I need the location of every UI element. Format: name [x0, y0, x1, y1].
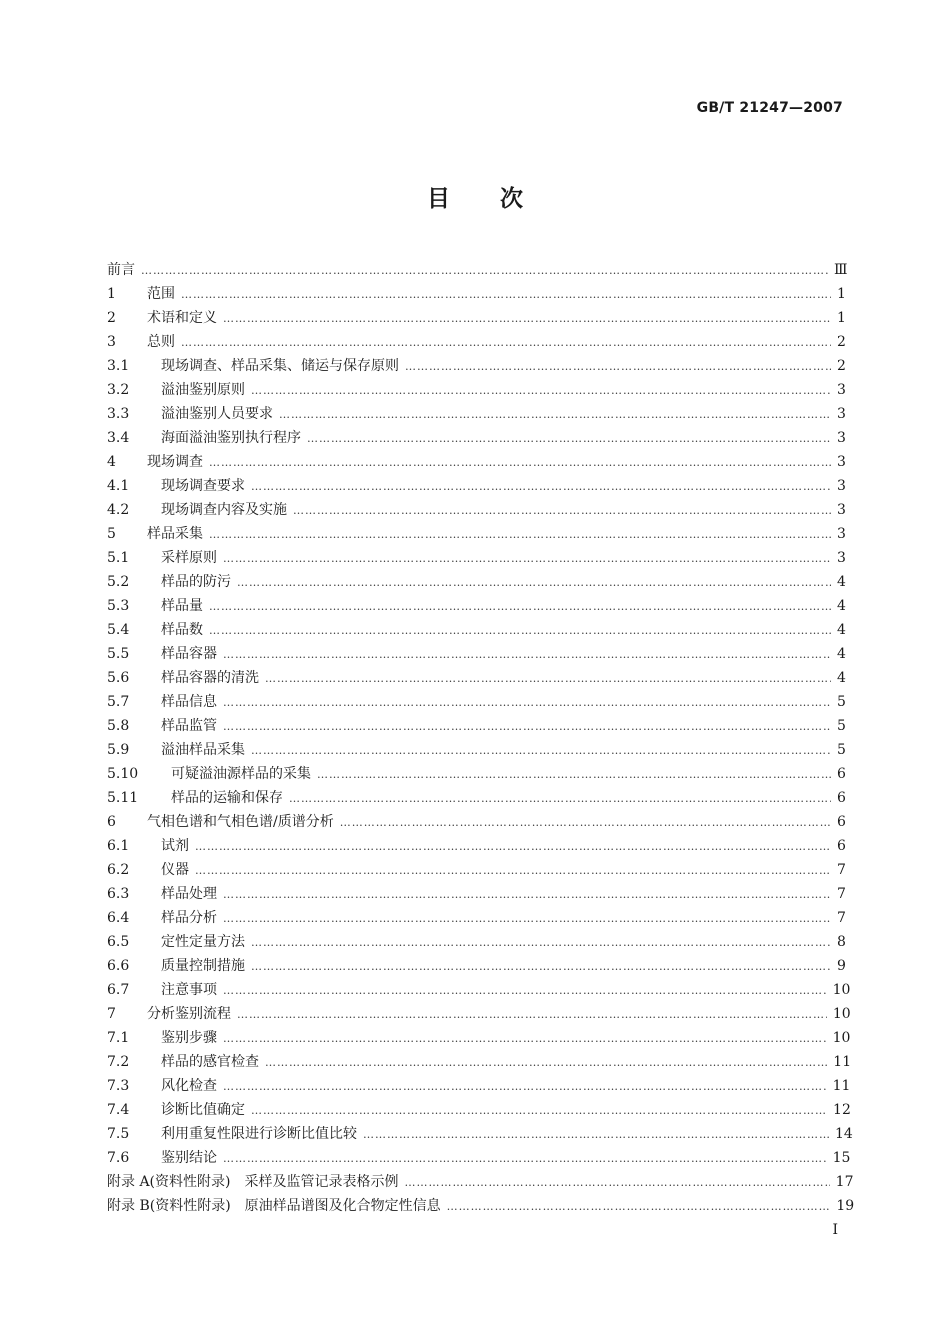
dot-leader [251, 955, 831, 979]
toc-entry-label [107, 522, 203, 546]
toc-entry-number: 5.6 [107, 670, 130, 686]
dot-leader [251, 379, 831, 403]
toc-entry-label [107, 354, 399, 378]
toc-entry-text: 样品的防污 [161, 574, 231, 590]
toc-entry-text: 鉴别结论 [161, 1150, 217, 1166]
toc-entry-label [107, 1194, 441, 1218]
toc-entry-page: 17 [835, 1174, 854, 1190]
toc-entry-page: 4 [837, 598, 846, 614]
toc-entry-text: 样品信息 [161, 694, 217, 710]
toc-entry-page: 3 [837, 382, 846, 398]
toc-entry-number: 5.5 [107, 646, 130, 662]
toc-entry[interactable] [107, 978, 851, 1002]
toc-entry-page: 7 [837, 886, 846, 902]
toc-entry-text: 样品处理 [161, 886, 217, 902]
dot-leader [223, 1147, 827, 1171]
toc-entry[interactable] [107, 426, 846, 450]
toc-entry-text: 气相色谱和气相色谱/质谱分析 [147, 814, 334, 830]
toc-entry-page: 4 [837, 670, 846, 686]
dot-leader [317, 763, 831, 787]
toc-entry-page: 15 [832, 1150, 851, 1166]
toc-entry-text: 海面溢油鉴别执行程序 [161, 430, 301, 446]
toc-entry-text: 样品的感官检查 [161, 1054, 259, 1070]
toc-entry-text: 现场调查、样品采集、储运与保存原则 [161, 358, 399, 374]
toc-entry-label [107, 594, 203, 618]
toc-entry-number: 3.3 [107, 406, 130, 422]
toc-entry[interactable] [107, 762, 846, 786]
dot-leader [251, 1099, 827, 1123]
toc-entry-label [107, 378, 245, 402]
toc-entry-label [107, 1074, 217, 1098]
toc-entry-number: 7 [107, 1006, 116, 1022]
toc-entry-page: 10 [832, 982, 851, 998]
toc-entry-text: 样品容器 [161, 646, 217, 662]
dot-leader [289, 787, 831, 811]
dot-leader [404, 1171, 829, 1195]
title-char-1: 目 [427, 186, 450, 212]
dot-leader [209, 451, 831, 475]
toc-entry-label [107, 1026, 217, 1050]
toc-entry-page: 3 [837, 478, 846, 494]
toc-entry-number: 7.6 [107, 1150, 130, 1166]
toc-entry-text: 诊断比值确定 [161, 1102, 245, 1118]
toc-entry-page: 2 [837, 334, 846, 350]
toc-entry-label [107, 882, 217, 906]
toc-entry-label [107, 618, 203, 642]
toc-entry[interactable] [107, 378, 846, 402]
toc-entry-page: 4 [837, 646, 846, 662]
toc-entry[interactable] [107, 1170, 854, 1194]
dot-leader [141, 259, 828, 283]
toc-entry-label [107, 690, 217, 714]
dot-leader [363, 1123, 829, 1147]
toc-entry-text: 样品分析 [161, 910, 217, 926]
toc-entry-text: 定性定量方法 [161, 934, 245, 950]
toc-entry-label [107, 642, 217, 666]
toc-entry-label [107, 906, 217, 930]
toc-entry-number: 4.1 [107, 478, 130, 494]
toc-entry-text: 仪器 [161, 862, 189, 878]
toc-entry-page: 1 [837, 286, 846, 302]
toc-entry-page: 7 [837, 910, 846, 926]
toc-entry[interactable] [107, 282, 846, 306]
dot-leader [251, 739, 831, 763]
toc-entry[interactable] [107, 714, 846, 738]
toc-entry-page: 9 [837, 958, 846, 974]
toc-entry-page: 5 [837, 694, 846, 710]
toc-entry-number: 1 [107, 286, 116, 302]
toc-entry-number: 6.3 [107, 886, 130, 902]
toc-entry-label [107, 1050, 259, 1074]
toc-entry-text: 原油样品谱图及化合物定性信息 [244, 1198, 441, 1214]
toc-entry-number: 6.6 [107, 958, 130, 974]
toc-entry[interactable] [107, 330, 846, 354]
toc-entry-number: 5.10 [107, 766, 139, 782]
toc-entry-text: 采样及监管记录表格示例 [244, 1174, 399, 1190]
toc-entry-text: 现场调查 [147, 454, 203, 470]
toc-entry[interactable] [107, 258, 848, 282]
dot-leader [405, 355, 831, 379]
toc-entry-text: 现场调查要求 [161, 478, 245, 494]
toc-entry-label [107, 834, 189, 858]
dot-leader [237, 1003, 827, 1027]
toc-entry-label [107, 546, 217, 570]
dot-leader [279, 403, 831, 427]
toc-entry-number: 2 [107, 310, 116, 326]
toc-entry-number: 7.3 [107, 1078, 130, 1094]
toc-entry-label [107, 258, 135, 282]
toc-entry-label [107, 282, 175, 306]
toc-entry-text: 样品监管 [161, 718, 217, 734]
dot-leader [265, 1051, 827, 1075]
dot-leader [447, 1195, 831, 1219]
toc-entry[interactable] [107, 786, 846, 810]
dot-leader [251, 475, 831, 499]
toc-entry-page: 5 [837, 742, 846, 758]
toc-entry-number: 5.9 [107, 742, 130, 758]
toc-entry[interactable] [107, 570, 846, 594]
toc-entry-text: 范围 [147, 286, 175, 302]
toc-entry-label [107, 1170, 398, 1194]
toc-entry-text: 前言 [107, 262, 135, 278]
toc-entry[interactable] [107, 882, 846, 906]
toc-entry-label [107, 450, 203, 474]
toc-entry-page: 11 [833, 1054, 852, 1070]
toc-entry[interactable] [107, 522, 846, 546]
toc-entry-page: 10 [832, 1030, 851, 1046]
toc-entry-page: 4 [837, 622, 846, 638]
toc-entry-text: 样品量 [161, 598, 203, 614]
toc-entry[interactable] [107, 738, 846, 762]
dot-leader [209, 595, 831, 619]
toc-entry-label [107, 570, 231, 594]
dot-leader [340, 811, 831, 835]
toc-entry[interactable] [107, 906, 846, 930]
page-number: Ⅰ [832, 1222, 838, 1238]
toc-entry-number: 4.2 [107, 502, 130, 518]
dot-leader [293, 499, 831, 523]
toc-entry-text: 术语和定义 [147, 310, 217, 326]
toc-entry-text: 溢油鉴别人员要求 [161, 406, 273, 422]
toc-entry[interactable] [107, 1098, 851, 1122]
dot-leader [223, 1075, 827, 1099]
toc-entry-number: 6 [107, 814, 116, 830]
toc-entry-label [107, 402, 273, 426]
toc-entry-page: 19 [836, 1198, 855, 1214]
toc-entry-page: 2 [837, 358, 846, 374]
toc-entry-text: 样品采集 [147, 526, 203, 542]
toc-entry-text: 总则 [147, 334, 175, 350]
toc-entry-page: 10 [832, 1006, 851, 1022]
toc-entry-page: 3 [837, 550, 846, 566]
title-char-2: 次 [500, 186, 523, 212]
toc-entry-number: 7.2 [107, 1054, 130, 1070]
toc-entry-label [107, 762, 311, 786]
toc-entry[interactable] [107, 474, 846, 498]
toc-entry[interactable] [107, 954, 846, 978]
toc-entry[interactable] [107, 690, 846, 714]
toc-entry-text: 溢油鉴别原则 [161, 382, 245, 398]
toc-entry[interactable] [107, 498, 846, 522]
dot-leader [223, 691, 831, 715]
toc-entry-label [107, 954, 245, 978]
toc-entry-text: 鉴别步骤 [161, 1030, 217, 1046]
toc-entry[interactable] [107, 1122, 853, 1146]
toc-entry-number: 5.7 [107, 694, 130, 710]
toc-entry-text: 溢油样品采集 [161, 742, 245, 758]
toc-entry-page: 3 [837, 502, 846, 518]
toc-entry-text: 现场调查内容及实施 [161, 502, 287, 518]
toc-entry-number: 6.5 [107, 934, 130, 950]
dot-leader [181, 331, 831, 355]
toc-entry-text: 利用重复性限进行诊断比值比较 [161, 1126, 357, 1142]
toc-entry-text: 采样原则 [161, 550, 217, 566]
toc-entry-text: 样品容器的清洗 [161, 670, 259, 686]
toc-entry-number: 6.1 [107, 838, 130, 854]
toc-entry-number: 5 [107, 526, 116, 542]
toc-entry-page: 3 [837, 406, 846, 422]
toc-entry-label [107, 426, 301, 450]
toc-entry-label [107, 306, 217, 330]
page-title [0, 180, 950, 213]
dot-leader [251, 931, 831, 955]
standard-code: GB/T 21247—2007 [696, 100, 843, 116]
toc-entry-number: 5.2 [107, 574, 130, 590]
dot-leader [237, 571, 831, 595]
dot-leader [307, 427, 831, 451]
toc-entry-page: Ⅲ [834, 262, 848, 278]
toc-entry[interactable] [107, 834, 846, 858]
toc-entry-number: 5.1 [107, 550, 130, 566]
toc-entry[interactable] [107, 1194, 855, 1218]
toc-entry-number: 6.2 [107, 862, 130, 878]
dot-leader [223, 907, 831, 931]
toc-entry-label [107, 858, 189, 882]
toc-entry-page: 6 [837, 766, 846, 782]
toc-entry-label [107, 810, 334, 834]
toc-entry[interactable] [107, 666, 846, 690]
toc-entry-number: 6.7 [107, 982, 130, 998]
toc-entry-label [107, 930, 245, 954]
dot-leader [223, 307, 831, 331]
toc-entry[interactable] [107, 1050, 852, 1074]
toc-entry[interactable] [107, 618, 846, 642]
toc-entry-number: 6.4 [107, 910, 130, 926]
toc-entry-page: 14 [834, 1126, 853, 1142]
dot-leader [223, 643, 831, 667]
toc-entry-page: 5 [837, 718, 846, 734]
toc-entry-number: 4 [107, 454, 116, 470]
toc-entry-label [107, 738, 245, 762]
toc-entry-text: 风化检查 [161, 1078, 217, 1094]
toc-entry-number: 3 [107, 334, 116, 350]
toc-entry-text: 可疑溢油源样品的采集 [171, 766, 311, 782]
dot-leader [265, 667, 831, 691]
toc-entry[interactable] [107, 810, 846, 834]
toc-entry-label [107, 714, 217, 738]
toc-entry-number: 7.4 [107, 1102, 130, 1118]
toc-entry-page: 1 [837, 310, 846, 326]
toc-entry[interactable] [107, 546, 846, 570]
toc-entry-label [107, 1002, 231, 1026]
toc-entry-page: 7 [837, 862, 846, 878]
toc-entry-label [107, 474, 245, 498]
toc-entry-label [107, 978, 217, 1002]
toc-entry[interactable] [107, 450, 846, 474]
toc-entry-text: 质量控制措施 [161, 958, 245, 974]
toc-entry-text: 样品的运输和保存 [171, 790, 283, 806]
toc-entry[interactable] [107, 594, 846, 618]
toc-entry[interactable] [107, 306, 846, 330]
dot-leader [195, 859, 831, 883]
toc-entry-page: 6 [837, 790, 846, 806]
dot-leader [223, 883, 831, 907]
toc-entry-page: 6 [837, 838, 846, 854]
dot-leader [209, 619, 831, 643]
dot-leader [223, 979, 827, 1003]
toc-entry-page: 4 [837, 574, 846, 590]
toc-entry-number: 3.1 [107, 358, 130, 374]
toc-entry[interactable] [107, 1146, 851, 1170]
toc-entry-label [107, 1146, 217, 1170]
dot-leader [195, 835, 831, 859]
toc-entry-number: 3.4 [107, 430, 130, 446]
toc-entry-text: 样品数 [161, 622, 203, 638]
toc-entry-number: 3.2 [107, 382, 130, 398]
dot-leader [223, 715, 831, 739]
toc-entry[interactable] [107, 354, 846, 378]
toc-entry-page: 11 [832, 1078, 851, 1094]
toc-entry[interactable] [107, 402, 846, 426]
toc-entry[interactable] [107, 1074, 851, 1098]
toc-entry[interactable] [107, 1002, 851, 1026]
toc-entry-number: 附录 A(资料性附录) [107, 1174, 231, 1190]
toc-entry-number: 附录 B(资料性附录) [107, 1198, 231, 1214]
toc-entry-page: 6 [837, 814, 846, 830]
toc-entry-text: 试剂 [161, 838, 189, 854]
toc-entry-label [107, 666, 259, 690]
toc-entry-number: 5.8 [107, 718, 130, 734]
toc-entry-page: 12 [833, 1102, 851, 1118]
toc-entry-label [107, 498, 287, 522]
toc-entry-page: 8 [837, 934, 846, 950]
toc-entry-page: 3 [837, 454, 846, 470]
toc-entry-number: 7.1 [107, 1030, 130, 1046]
table-of-contents [107, 258, 855, 1218]
toc-entry-number: 7.5 [107, 1126, 130, 1142]
toc-entry-label [107, 1122, 357, 1146]
toc-entry[interactable] [107, 642, 846, 666]
toc-entry[interactable] [107, 1026, 851, 1050]
toc-entry-page: 3 [837, 430, 846, 446]
toc-entry-text: 分析鉴别流程 [147, 1006, 231, 1022]
toc-entry-label [107, 1098, 245, 1122]
toc-entry-number: 5.4 [107, 622, 130, 638]
toc-entry[interactable] [107, 858, 846, 882]
dot-leader [181, 283, 831, 307]
toc-entry-page: 3 [837, 526, 846, 542]
toc-entry[interactable] [107, 930, 846, 954]
dot-leader [209, 523, 831, 547]
toc-entry-text: 注意事项 [161, 982, 217, 998]
dot-leader [223, 1027, 827, 1051]
toc-entry-number: 5.3 [107, 598, 130, 614]
dot-leader [223, 547, 831, 571]
toc-entry-label [107, 330, 175, 354]
toc-entry-number: 5.11 [107, 790, 139, 806]
toc-entry-label [107, 786, 283, 810]
